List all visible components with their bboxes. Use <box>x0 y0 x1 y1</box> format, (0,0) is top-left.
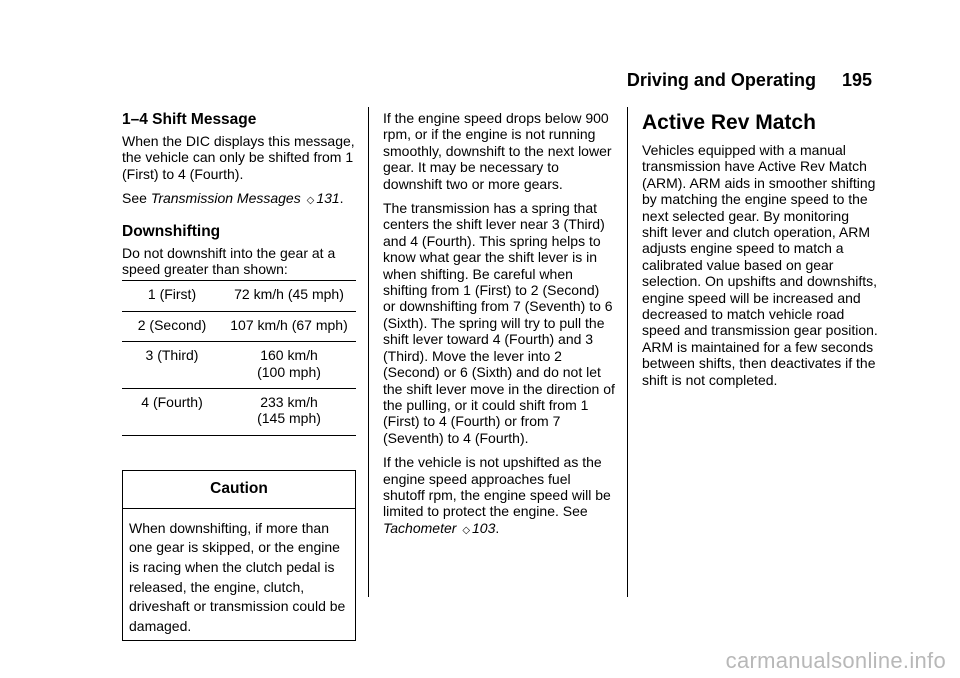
transmission-messages-link[interactable]: Transmission Messages <box>150 190 301 207</box>
column-divider-left <box>368 107 369 597</box>
gear-cell: 4 (Fourth) <box>122 389 222 436</box>
fuel-shutoff-text: If the vehicle is not upshifted as the engine speed approaches fuel shutoff rpm, the engine speed will be limited to protect the engine. See <box>383 454 611 520</box>
see-prefix: See <box>122 190 151 207</box>
downshift-speed-table <box>122 280 356 435</box>
see-suffix: . <box>339 190 344 207</box>
gear-cell: 3 (Third) <box>122 342 222 389</box>
speed-line: (100 mph) <box>257 363 321 380</box>
section-title: Driving and Operating <box>626 70 816 90</box>
heading-active-rev-match: Active Rev Match <box>642 111 816 134</box>
speed-line: 72 km/h (45 mph) <box>234 286 344 303</box>
speed-line: 160 km/h <box>260 347 318 364</box>
speed-line: 107 km/h (67 mph) <box>230 316 348 333</box>
speed-cell <box>222 342 356 389</box>
heading-shift-message: 1–4 Shift Message <box>122 111 257 128</box>
tachometer-link[interactable]: Tachometer <box>383 519 457 536</box>
page-ref-icon: ◇ <box>306 195 315 207</box>
table-row <box>122 281 356 311</box>
tachometer-page: 103 <box>472 519 496 536</box>
page-number: 195 <box>841 70 872 90</box>
shift-message-paragraph: When the DIC displays this message, the vehicle can only be shifted from 1 (First) to 4 (Fourth). <box>122 133 355 182</box>
see-reference <box>122 190 356 209</box>
downshifting-paragraph: Do not downshift into the gear at a speed greater than shown: <box>122 244 336 278</box>
speed-line: 233 km/h <box>260 394 318 411</box>
transmission-messages-page: 131 <box>316 190 340 207</box>
engine-speed-paragraph: If the engine speed drops below 900 rpm, or if the engine is not running smoothly, downshift to the next lower gear. It may be necessary to downshift two or more gears. <box>383 110 612 192</box>
see-suffix: . <box>495 519 500 536</box>
column-1 <box>122 110 356 641</box>
fuel-shutoff-paragraph <box>383 454 615 539</box>
column-3 <box>642 110 878 396</box>
watermark: carmanualsonline.info <box>725 648 946 673</box>
column-2 <box>383 110 615 547</box>
heading-downshifting: Downshifting <box>122 222 221 240</box>
table-row <box>122 342 356 389</box>
speed-cell <box>222 311 356 341</box>
table-row <box>122 311 356 341</box>
gear-cell: 1 (First) <box>122 281 222 311</box>
speed-line: (145 mph) <box>257 410 321 427</box>
page-header <box>627 70 872 91</box>
page-ref-icon: ◇ <box>462 524 471 536</box>
speed-cell <box>222 281 356 311</box>
caution-box <box>122 470 356 642</box>
gear-cell: 2 (Second) <box>122 311 222 341</box>
table-row <box>122 389 356 436</box>
caution-text: When downshifting, if more than one gear is skipped, or the engine is racing when the clutch pedal is released, the engine, clutch, driveshaft or transmission could be damaged. <box>129 519 346 634</box>
column-divider-right <box>627 107 628 597</box>
active-rev-match-paragraph: Vehicles equipped with a manual transmission have Active Rev Match (ARM). ARM aids in smoother shifting by matching the engine speed to the next selected gear. By monitoring shift lever and clutch operation, ARM adjusts engine speed to match a calibrated value based on gear selection. On upshifts and downshifts, engine speed will be increased and decreased to match vehicle road speed and transmission gear position. ARM is maintained for a few seconds between shifts, then deactivates if the shift is not completed. <box>642 142 878 388</box>
speed-cell <box>222 389 356 436</box>
spring-paragraph: The transmission has a spring that centers the shift lever near 3 (Third) and 4 (Fourth). This spring helps to know what gear the shift lever is in when shifting. Be careful when shifting from 1 (First) to 2 (Second) or downshifting from 7 (Seventh) to 6 (Sixth). The spring will try to pull the shift lever toward 4 (Fourth) and 3 (Third). Move the lever into 2 (Second) or 6 (Sixth) and do not let the shift lever move in the direction of the pulling, or it could shift from 1 (First) to 4 (Fourth) or from 7 (Seventh) to 4 (Fourth). <box>383 200 615 446</box>
caution-title: Caution <box>123 471 355 509</box>
